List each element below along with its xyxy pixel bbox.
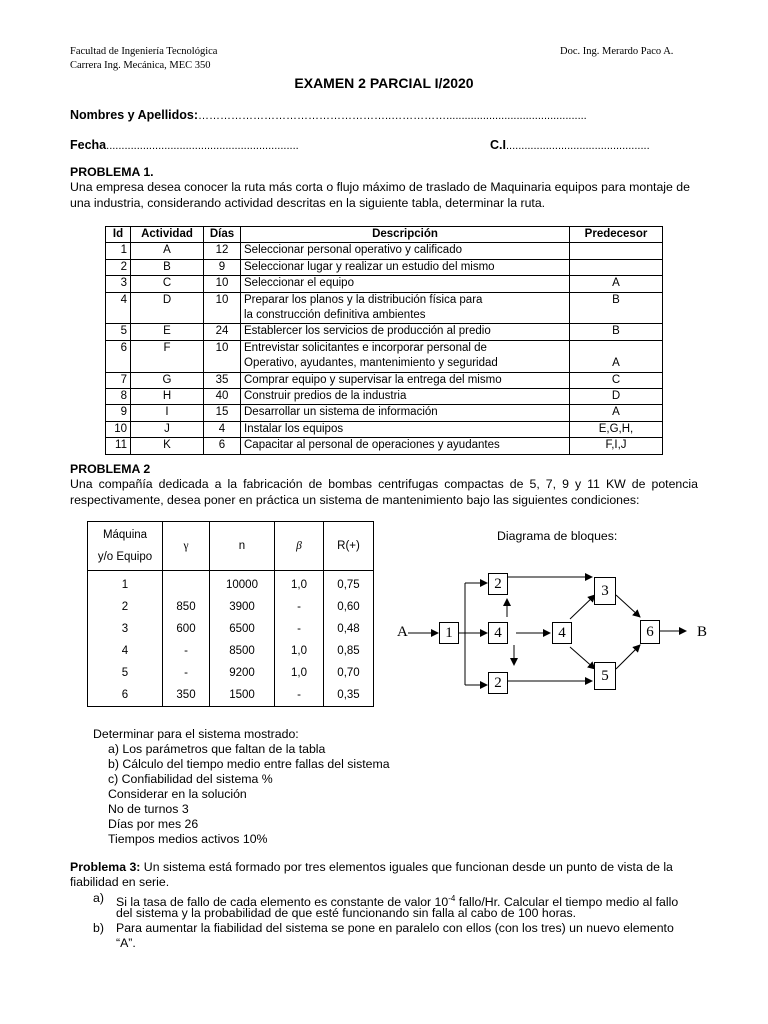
row-description: Seleccionar lugar y realizar un estudio del mismo (241, 259, 570, 275)
row-days: 9 (204, 259, 241, 275)
row-id: 6 (106, 340, 131, 372)
table-row (106, 405, 663, 421)
n-value: 6500 (210, 618, 275, 640)
block-3: 3 (594, 577, 616, 605)
activity-table-header (106, 227, 663, 243)
block-2-bottom: 2 (488, 672, 508, 694)
col-reliability: R(+) (324, 522, 374, 571)
row-days: 10 (204, 292, 241, 324)
name-dots: ……………………………………………..…………….............................................. (198, 110, 587, 122)
faculty-name: Facultad de Ingeniería Tecnológica (70, 46, 218, 57)
date-label: Fecha (70, 138, 107, 152)
reliability-value: 0,48 (324, 618, 374, 640)
col-days: Días (204, 227, 241, 243)
row-id: 7 (106, 372, 131, 388)
row-description: Instalar los equipos (241, 421, 570, 437)
col-predecessor: Predecesor (570, 227, 663, 243)
beta-value: 1,0 (275, 571, 324, 597)
name-field (70, 108, 587, 122)
table-row (106, 259, 663, 275)
col-beta: β (275, 522, 324, 571)
link-4-3 (570, 595, 595, 619)
table-row (106, 438, 663, 454)
gamma-value: - (163, 640, 210, 662)
table-row (88, 571, 374, 597)
input-label: A (397, 624, 408, 640)
gamma-value: - (163, 662, 210, 684)
table-row (106, 324, 663, 340)
row-days: 15 (204, 405, 241, 421)
row-activity: A (131, 243, 204, 259)
row-id: 5 (106, 324, 131, 340)
problem3-b-label: b) (93, 921, 104, 935)
gamma-value: 350 (163, 684, 210, 707)
name-label: Nombres y Apellidos: (70, 108, 199, 122)
beta-value: 1,0 (275, 662, 324, 684)
n-value: 8500 (210, 640, 275, 662)
row-activity: I (131, 405, 204, 421)
row-days: 6 (204, 438, 241, 454)
row-id: 2 (106, 259, 131, 275)
row-id: 10 (106, 421, 131, 437)
problem3-b-line1: Para aumentar la fiabilidad del sistema se pone en paralelo con ellos (con los tres) un nuevo elemento (116, 921, 674, 935)
reliability-value: 0,85 (324, 640, 374, 662)
row-description: Seleccionar personal operativo y calificado (241, 243, 570, 259)
days-value: Días por mes 26 (108, 817, 199, 831)
row-predecessor: D (570, 389, 663, 405)
row-description: Seleccionar el equipo (241, 276, 570, 292)
machine-table-header (88, 522, 374, 571)
date-dots: ............................................................... (106, 140, 299, 152)
row-days: 40 (204, 389, 241, 405)
row-days: 10 (204, 276, 241, 292)
row-predecessor: C (570, 372, 663, 388)
machine-id: 2 (88, 596, 163, 618)
date-field (70, 138, 299, 152)
table-row (106, 340, 663, 372)
row-id: 9 (106, 405, 131, 421)
beta-value: - (275, 618, 324, 640)
row-activity: B (131, 259, 204, 275)
reliability-value: 0,60 (324, 596, 374, 618)
table-row (106, 389, 663, 405)
row-days: 35 (204, 372, 241, 388)
row-description: Comprar equipo y supervisar la entrega del mismo (241, 372, 570, 388)
output-label: B (697, 624, 708, 640)
block-4-first: 4 (488, 622, 508, 644)
task-intro: Determinar para el sistema mostrado: (93, 727, 299, 741)
n-value: 3900 (210, 596, 275, 618)
row-description: Capacitar al personal de operaciones y ayudantes (241, 438, 570, 454)
machine-table (87, 521, 374, 707)
row-predecessor: B (570, 324, 663, 340)
row-id: 1 (106, 243, 131, 259)
problem2-text: Una compañía dedicada a la fabricación de bombas centrifugas compactas de 5, 7, 9 y 11 KW de potencia respectivamente, desea poner en práctica un sistema de mantenimiento bajo las siguientes condiciones: (70, 477, 698, 507)
problem1-text: Una empresa desea conocer la ruta más corta o flujo máximo de traslado de Maquinaria equipos para montaje de una industria, considerando actividad descritas en la siguiente tabla, determinar la ruta. (70, 180, 690, 210)
row-description: Preparar los planos y la distribución física para la construcción definitiva ambientes (241, 292, 570, 324)
n-value: 1500 (210, 684, 275, 707)
gamma-value: 850 (163, 596, 210, 618)
table-row (88, 618, 374, 640)
row-description: Desarrollar un sistema de información (241, 405, 570, 421)
reliability-value: 0,75 (324, 571, 374, 597)
ci-dots: ............................................... (505, 140, 650, 152)
row-activity: E (131, 324, 204, 340)
col-activity: Actividad (131, 227, 204, 243)
table-row (88, 640, 374, 662)
gamma-value: 600 (163, 618, 210, 640)
table-row (88, 662, 374, 684)
beta-value: - (275, 596, 324, 618)
row-id: 8 (106, 389, 131, 405)
row-days: 24 (204, 324, 241, 340)
diagram-title: Diagrama de bloques: (497, 529, 618, 543)
row-activity: K (131, 438, 204, 454)
row-days: 4 (204, 421, 241, 437)
problem3-heading: Problema 3: (70, 860, 141, 874)
beta-value: - (275, 684, 324, 707)
link-3-6 (616, 595, 640, 617)
problem3-intro: Problema 3: Un sistema está formado por tres elementos iguales que funcionan desde un punto de vista de la (70, 860, 673, 874)
row-activity: G (131, 372, 204, 388)
block-1: 1 (439, 622, 459, 644)
table-row (106, 421, 663, 437)
row-description: Construir predios de la industria (241, 389, 570, 405)
problem3-intro-line2: fiabilidad en serie. (70, 875, 170, 889)
n-value: 9200 (210, 662, 275, 684)
gamma-value (163, 571, 210, 597)
row-id: 3 (106, 276, 131, 292)
machine-id: 3 (88, 618, 163, 640)
problem3-a-label: a) (93, 891, 104, 905)
machine-id: 1 (88, 571, 163, 597)
row-activity: C (131, 276, 204, 292)
table-row (106, 372, 663, 388)
row-predecessor (570, 243, 663, 259)
table-row (88, 596, 374, 618)
career-name: Carrera Ing. Mecánica, MEC 350 (70, 60, 211, 71)
block-2-top: 2 (488, 573, 508, 595)
row-predecessor: B (570, 292, 663, 324)
task-b: b) Cálculo del tiempo medio entre fallas del sistema (108, 757, 390, 771)
reliability-value: 0,70 (324, 662, 374, 684)
row-activity: F (131, 340, 204, 372)
row-description: Entrevistar solicitantes e incorporar personal de Operativo, ayudantes, mantenimiento y seguridad (241, 340, 570, 372)
table-row (88, 684, 374, 707)
activity-table (105, 226, 663, 455)
table-row (106, 276, 663, 292)
task-a: a) Los parámetros que faltan de la tabla (108, 742, 326, 756)
row-days: 12 (204, 243, 241, 259)
row-id: 4 (106, 292, 131, 324)
ci-label: C.I (490, 138, 506, 152)
row-activity: J (131, 421, 204, 437)
link-5-6 (616, 645, 640, 669)
row-description: Establercer los servicios de producción al predio (241, 324, 570, 340)
row-predecessor: E,G,H, (570, 421, 663, 437)
row-days: 10 (204, 340, 241, 372)
row-id: 11 (106, 438, 131, 454)
machine-id: 6 (88, 684, 163, 707)
n-value: 10000 (210, 571, 275, 597)
consider-label: Considerar en la solución (108, 787, 247, 801)
shifts-value: No de turnos 3 (108, 802, 189, 816)
row-predecessor: F,I,J (570, 438, 663, 454)
row-activity: D (131, 292, 204, 324)
problem3-b-line2: “A”. (116, 936, 136, 950)
problem3-a-line1: Si la tasa de fallo de cada elemento es constante de valor $10^{-4}$ fallo/Hr. Calcular el tiempo medio al fallo (116, 894, 679, 910)
task-c: c) Confiabilidad del sistema % (108, 772, 273, 786)
reliability-value: 0,35 (324, 684, 374, 707)
row-predecessor: A (570, 405, 663, 421)
col-id: Id (106, 227, 131, 243)
block-5: 5 (594, 662, 616, 690)
table-row (106, 243, 663, 259)
machine-id: 5 (88, 662, 163, 684)
problem2-heading: PROBLEMA 2 (70, 462, 151, 476)
block-4-second: 4 (552, 622, 572, 644)
teacher-name: Doc. Ing. Merardo Paco A. (560, 46, 674, 57)
row-predecessor: A (570, 340, 663, 372)
problem1-heading: PROBLEMA 1. (70, 165, 154, 179)
row-predecessor: A (570, 276, 663, 292)
row-activity: H (131, 389, 204, 405)
problem3-a-line2: del sistema y la probabilidad de que esté funcionando sin falla al cabo de 100 horas. (116, 906, 577, 920)
ci-field (490, 138, 650, 152)
col-n: n (210, 522, 275, 571)
table-row (106, 292, 663, 324)
row-predecessor (570, 259, 663, 275)
machine-id: 4 (88, 640, 163, 662)
col-machine: Máquina y/o Equipo (88, 522, 163, 571)
col-gamma: γ (163, 522, 210, 571)
col-description: Descripción (241, 227, 570, 243)
active-time-value: Tiempos medios activos 10% (108, 832, 268, 846)
block-6: 6 (640, 620, 660, 644)
beta-value: 1,0 (275, 640, 324, 662)
link-4-5 (570, 647, 595, 669)
exam-title: EXAMEN 2 PARCIAL I/2020 (294, 75, 474, 91)
